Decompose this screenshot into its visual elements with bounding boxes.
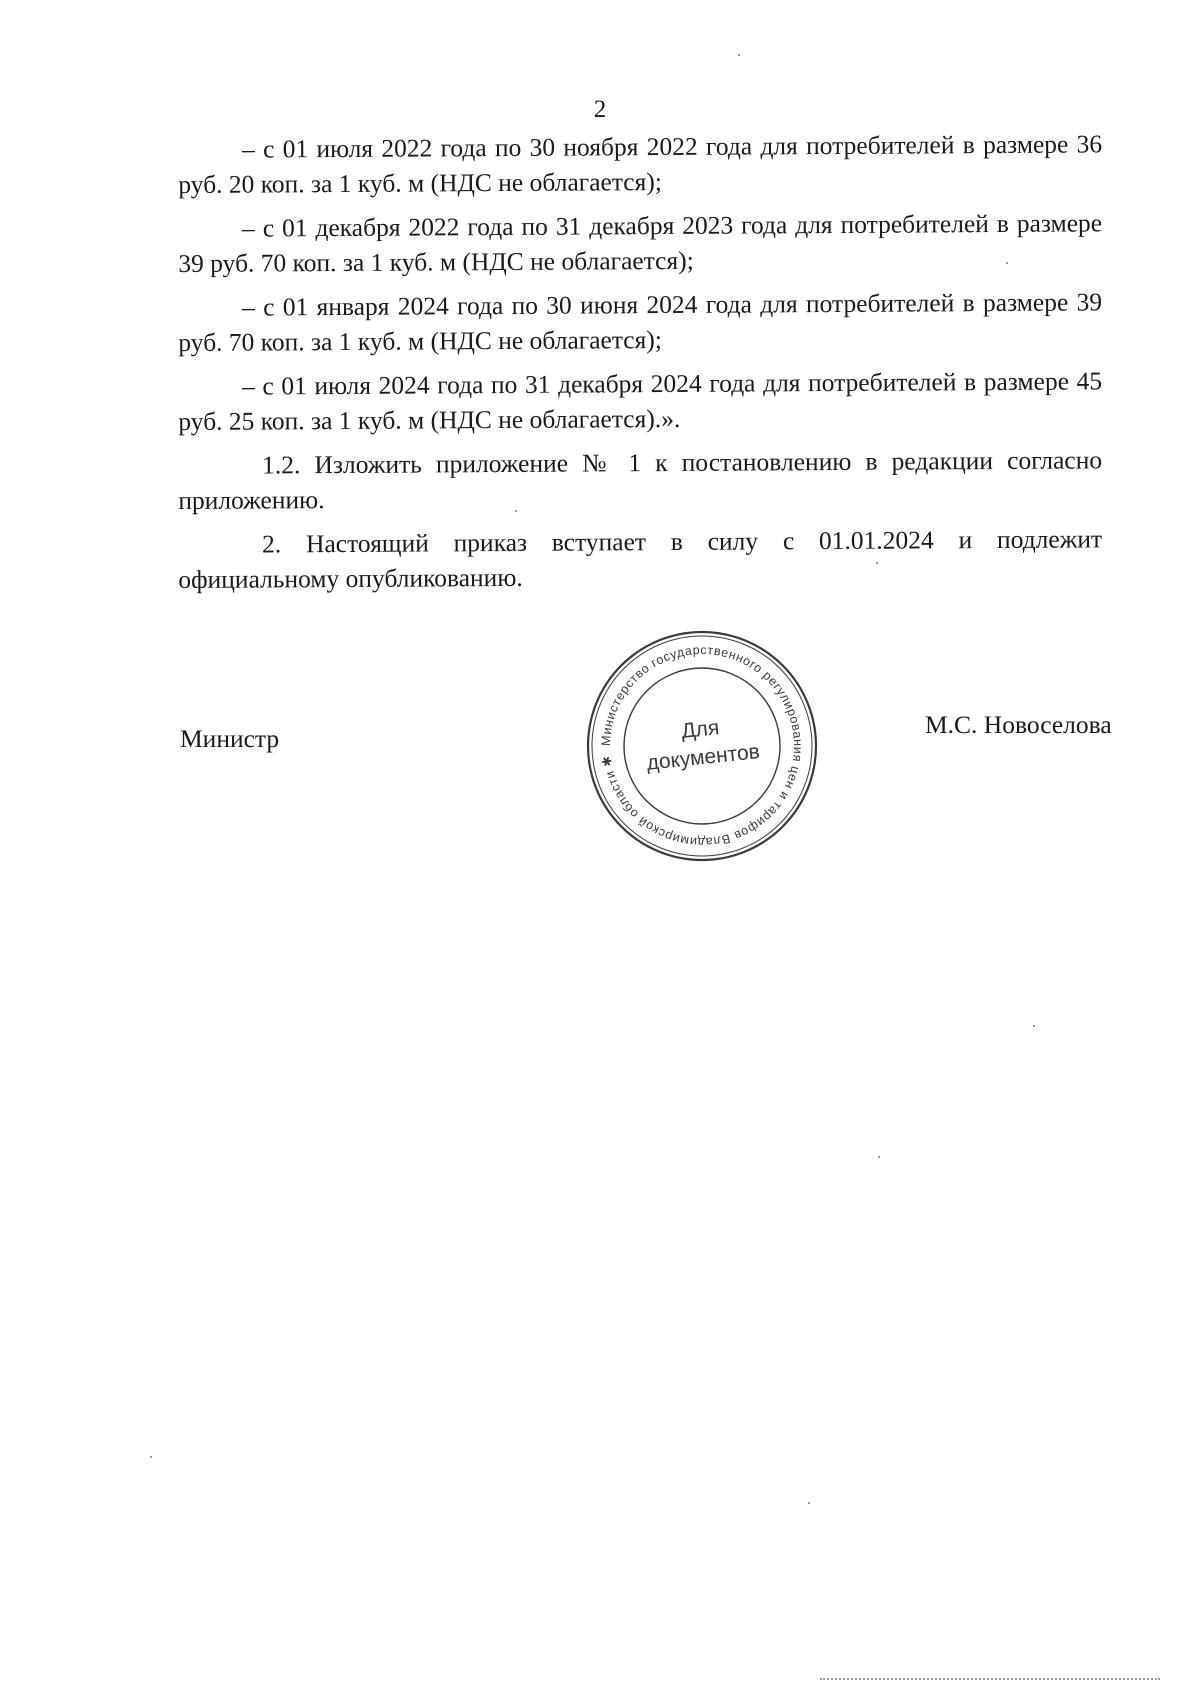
scan-speck (738, 54, 740, 56)
signer-position: Министр (180, 724, 280, 753)
tariff-period-2: – с 01 декабря 2022 года по 31 декабря 2023 года для потребителей в размере 39 руб. 70 коп. за 1 куб. м (НДС не облагается); (178, 208, 1103, 278)
tariff-period-3: – с 01 января 2024 года по 30 июня 2024 года для потребителей в размере 39 руб. 70 коп. за 1 куб. м (НДС не облагается); (178, 287, 1103, 357)
scan-speck (878, 1156, 880, 1158)
clause-2: 2. Настоящий приказ вступает в силу с 01.01.2024 и подлежит официальному опубликованию. (178, 524, 1103, 594)
stamp-center-line-1: Для (680, 716, 721, 744)
tariff-period-4: – с 01 июля 2024 года по 31 декабря 2024 года для потребителей в размере 45 руб. 25 коп. за 1 куб. м (НДС не облагается).». (178, 366, 1103, 436)
scan-speck (150, 1456, 152, 1458)
page-number: 2 (593, 96, 607, 123)
document-body (178, 129, 1103, 606)
scan-edge-noise (820, 1678, 1160, 1682)
signer-name: М.С. Новоселова (925, 710, 1112, 739)
clause-1-2: 1.2. Изложить приложение № 1 к постановлению в редакции согласно приложению. (178, 445, 1103, 515)
scan-speck (515, 510, 517, 512)
stamp-seal-icon (584, 628, 820, 864)
official-stamp (584, 628, 820, 864)
scan-speck (1033, 1025, 1035, 1027)
stamp-ring-textpath: Министерство государственного регулирования цен и тарифов Владимирской области ✱ (598, 642, 806, 850)
scan-speck (876, 562, 878, 564)
scan-speck (808, 1502, 810, 1504)
scan-speck (1006, 262, 1008, 264)
tariff-period-1: – с 01 июля 2022 года по 30 ноября 2022 года для потребителей в размере 36 руб. 20 коп. за 1 куб. м (НДС не облагается); (178, 129, 1103, 199)
stamp-center-line-2: документов (645, 740, 761, 775)
